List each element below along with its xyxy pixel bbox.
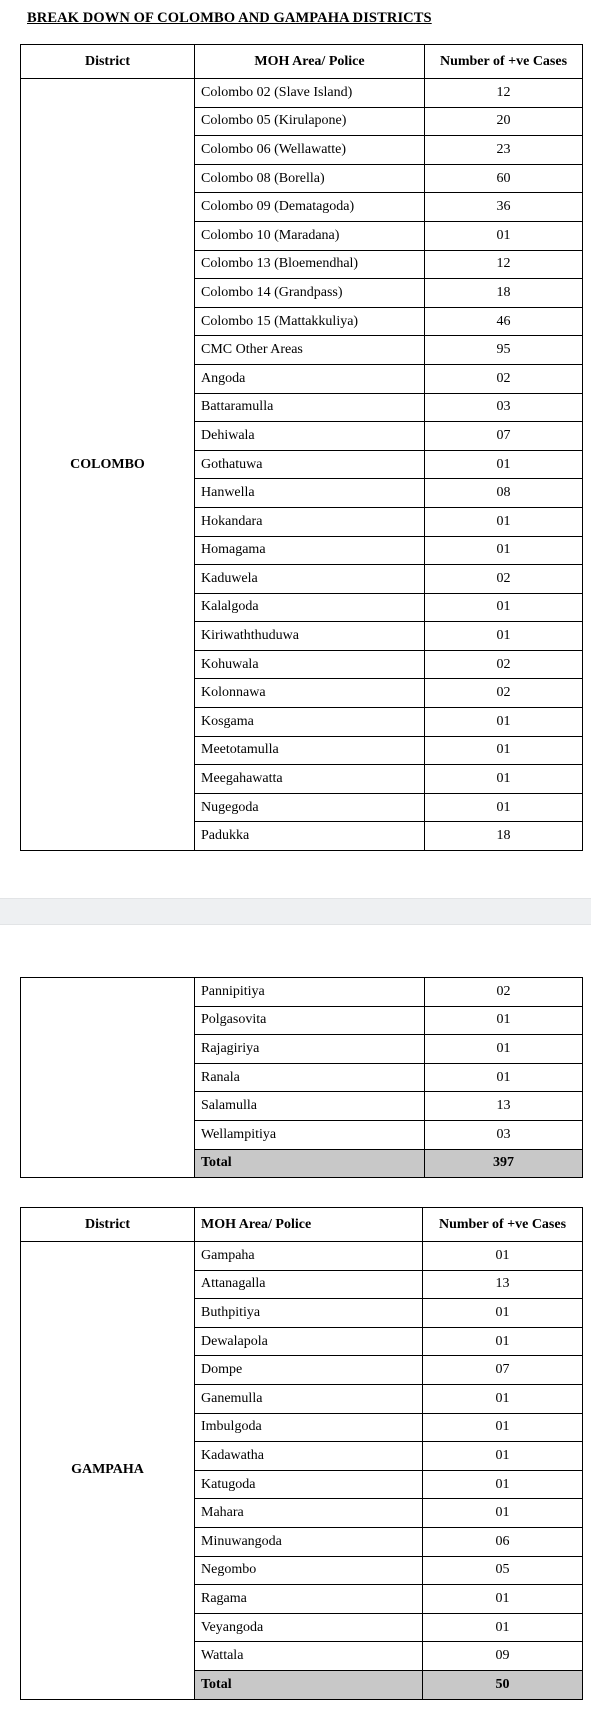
cases-cell: 02 — [425, 650, 583, 679]
table-row — [21, 978, 583, 1007]
cases-cell: 18 — [425, 279, 583, 308]
cases-cell: 03 — [425, 393, 583, 422]
area-cell: Meegahawatta — [195, 765, 425, 794]
area-cell: Ranala — [195, 1063, 425, 1092]
area-cell: Kiriwaththuduwa — [195, 622, 425, 651]
cases-cell: 05 — [423, 1556, 583, 1585]
cases-cell: 01 — [423, 1613, 583, 1642]
area-cell: Kalalgoda — [195, 593, 425, 622]
area-header: MOH Area/ Police — [195, 45, 425, 79]
cases-cell: 01 — [425, 507, 583, 536]
area-cell: Dehiwala — [195, 422, 425, 451]
cases-cell: 01 — [423, 1470, 583, 1499]
area-cell: Gothatuwa — [195, 450, 425, 479]
cases-cell: 08 — [425, 479, 583, 508]
cases-cell: 01 — [423, 1327, 583, 1356]
cases-cell: 12 — [425, 250, 583, 279]
district-header: District — [21, 1208, 195, 1242]
area-cell: Pannipitiya — [195, 978, 425, 1007]
area-cell: Minuwangoda — [195, 1527, 423, 1556]
area-cell: Negombo — [195, 1556, 423, 1585]
cases-cell: 01 — [425, 1006, 583, 1035]
table-header-row — [21, 45, 583, 79]
total-value: 50 — [423, 1670, 583, 1699]
cases-cell: 02 — [425, 978, 583, 1007]
cases-cell: 20 — [425, 107, 583, 136]
cases-cell: 46 — [425, 307, 583, 336]
cases-cell: 12 — [425, 79, 583, 108]
cases-cell: 01 — [425, 1035, 583, 1064]
area-cell: Salamulla — [195, 1092, 425, 1121]
cases-header: Number of +ve Cases — [425, 45, 583, 79]
cases-cell: 01 — [423, 1242, 583, 1271]
district-header: District — [21, 45, 195, 79]
cases-cell: 02 — [425, 364, 583, 393]
cases-cell: 01 — [425, 450, 583, 479]
cases-cell: 01 — [425, 708, 583, 737]
area-cell: Kaduwela — [195, 565, 425, 594]
area-cell: Mahara — [195, 1499, 423, 1528]
colombo-continuation-table — [20, 977, 583, 1178]
area-cell: Rajagiriya — [195, 1035, 425, 1064]
area-cell: Buthpitiya — [195, 1299, 423, 1328]
total-label: Total — [195, 1670, 423, 1699]
area-cell: Colombo 14 (Grandpass) — [195, 279, 425, 308]
area-cell: Katugoda — [195, 1470, 423, 1499]
cases-cell: 01 — [425, 1063, 583, 1092]
cases-cell: 23 — [425, 136, 583, 165]
cases-cell: 03 — [425, 1120, 583, 1149]
area-cell: Hanwella — [195, 479, 425, 508]
cases-cell: 01 — [423, 1299, 583, 1328]
area-cell: Imbulgoda — [195, 1413, 423, 1442]
table-row — [21, 79, 583, 108]
area-cell: Homagama — [195, 536, 425, 565]
cases-cell: 01 — [423, 1499, 583, 1528]
cases-cell: 01 — [423, 1442, 583, 1471]
area-cell: Gampaha — [195, 1242, 423, 1271]
area-cell: Wellampitiya — [195, 1120, 425, 1149]
area-cell: Ganemulla — [195, 1384, 423, 1413]
area-cell: Nugegoda — [195, 793, 425, 822]
area-cell: Kolonnawa — [195, 679, 425, 708]
cases-cell: 07 — [425, 422, 583, 451]
cases-cell: 36 — [425, 193, 583, 222]
table-header-row — [21, 1208, 583, 1242]
area-header: MOH Area/ Police — [195, 1208, 423, 1242]
area-cell: Dewalapola — [195, 1327, 423, 1356]
cases-cell: 95 — [425, 336, 583, 365]
district-cell: GAMPAHA — [21, 1242, 195, 1700]
area-cell: Colombo 06 (Wellawatte) — [195, 136, 425, 165]
cases-cell: 01 — [425, 622, 583, 651]
area-cell: Colombo 08 (Borella) — [195, 164, 425, 193]
cases-cell: 13 — [425, 1092, 583, 1121]
district-cell: COLOMBO — [21, 79, 195, 851]
area-cell: Veyangoda — [195, 1613, 423, 1642]
area-cell: Colombo 15 (Mattakkuliya) — [195, 307, 425, 336]
area-cell: Dompe — [195, 1356, 423, 1385]
cases-cell: 01 — [425, 221, 583, 250]
cases-cell: 02 — [425, 565, 583, 594]
table-row — [21, 1242, 583, 1271]
cases-cell: 09 — [423, 1642, 583, 1671]
total-label: Total — [195, 1149, 425, 1178]
area-cell: CMC Other Areas — [195, 336, 425, 365]
page-break — [0, 898, 591, 925]
cases-cell: 01 — [425, 765, 583, 794]
area-cell: Colombo 02 (Slave Island) — [195, 79, 425, 108]
district-cell — [21, 978, 195, 1178]
area-cell: Kadawatha — [195, 1442, 423, 1471]
cases-cell: 01 — [425, 793, 583, 822]
cases-cell: 01 — [425, 736, 583, 765]
cases-cell: 06 — [423, 1527, 583, 1556]
area-cell: Colombo 10 (Maradana) — [195, 221, 425, 250]
cases-cell: 60 — [425, 164, 583, 193]
area-cell: Hokandara — [195, 507, 425, 536]
area-cell: Angoda — [195, 364, 425, 393]
cases-cell: 01 — [423, 1384, 583, 1413]
area-cell: Kosgama — [195, 708, 425, 737]
cases-cell: 01 — [425, 536, 583, 565]
cases-cell: 13 — [423, 1270, 583, 1299]
area-cell: Attanagalla — [195, 1270, 423, 1299]
page-title: BREAK DOWN OF COLOMBO AND GAMPAHA DISTRICTS — [27, 10, 432, 26]
total-value: 397 — [425, 1149, 583, 1178]
area-cell: Kohuwala — [195, 650, 425, 679]
area-cell: Colombo 13 (Bloemendhal) — [195, 250, 425, 279]
area-cell: Padukka — [195, 822, 425, 851]
area-cell: Polgasovita — [195, 1006, 425, 1035]
area-cell: Meetotamulla — [195, 736, 425, 765]
cases-cell: 07 — [423, 1356, 583, 1385]
gampaha-table — [20, 1207, 583, 1700]
cases-header: Number of +ve Cases — [423, 1208, 583, 1242]
cases-cell: 01 — [423, 1585, 583, 1614]
colombo-table — [20, 44, 583, 851]
area-cell: Ragama — [195, 1585, 423, 1614]
area-cell: Colombo 09 (Dematagoda) — [195, 193, 425, 222]
cases-cell: 01 — [425, 593, 583, 622]
cases-cell: 02 — [425, 679, 583, 708]
area-cell: Battaramulla — [195, 393, 425, 422]
area-cell: Colombo 05 (Kirulapone) — [195, 107, 425, 136]
cases-cell: 01 — [423, 1413, 583, 1442]
cases-cell: 18 — [425, 822, 583, 851]
area-cell: Wattala — [195, 1642, 423, 1671]
